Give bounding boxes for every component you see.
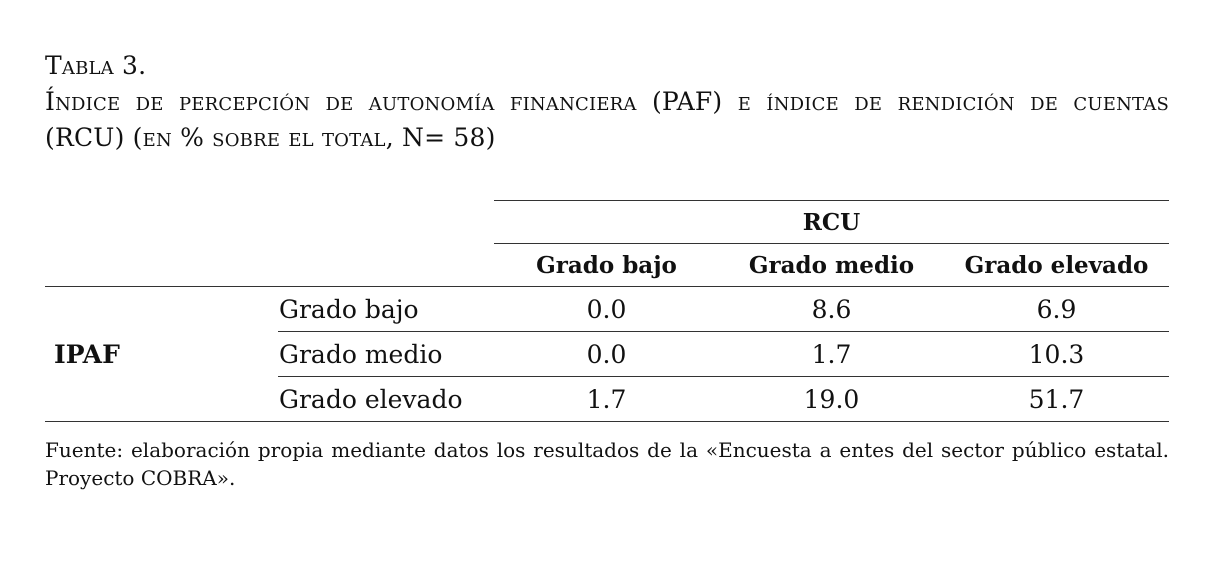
row-label: Grado bajo [278, 287, 494, 332]
data-table-container [45, 200, 1169, 422]
empty-header-cell [278, 244, 494, 287]
table-caption [45, 48, 1169, 156]
table-cell: 10.3 [944, 332, 1169, 377]
table-cell: 6.9 [944, 287, 1169, 332]
empty-header-cell [45, 244, 278, 287]
table-cell: 51.7 [944, 377, 1169, 422]
data-table [45, 200, 1169, 422]
empty-corner-cell [45, 201, 278, 244]
table-number: Tabla 3. [45, 51, 147, 80]
column-header: Grado elevado [944, 244, 1169, 287]
table-row [45, 287, 1169, 332]
column-header: Grado bajo [494, 244, 719, 287]
table-cell: 1.7 [719, 332, 944, 377]
table-cell: 0.0 [494, 287, 719, 332]
table-cell: 19.0 [719, 377, 944, 422]
source-note: Fuente: elaboración propia mediante datos los resultados de la «Encuesta a entes del sector público estatal. Proyecto COBRA». [45, 438, 1169, 490]
row-label: Grado medio [278, 332, 494, 377]
column-header-row [45, 244, 1169, 287]
table-cell: 8.6 [719, 287, 944, 332]
row-label: Grado elevado [278, 377, 494, 422]
table-title: Índice de percepción de autonomía financiera (PAF) e índice de rendición de cuentas (RCU) (en % sobre el total, N= 58) [45, 87, 1169, 152]
column-header: Grado medio [719, 244, 944, 287]
table-cell: 0.0 [494, 332, 719, 377]
empty-corner-cell [278, 201, 494, 244]
table-cell: 1.7 [494, 377, 719, 422]
row-group-header: IPAF [45, 287, 278, 422]
column-group-header: RCU [494, 201, 1169, 244]
column-group-header-row [45, 201, 1169, 244]
